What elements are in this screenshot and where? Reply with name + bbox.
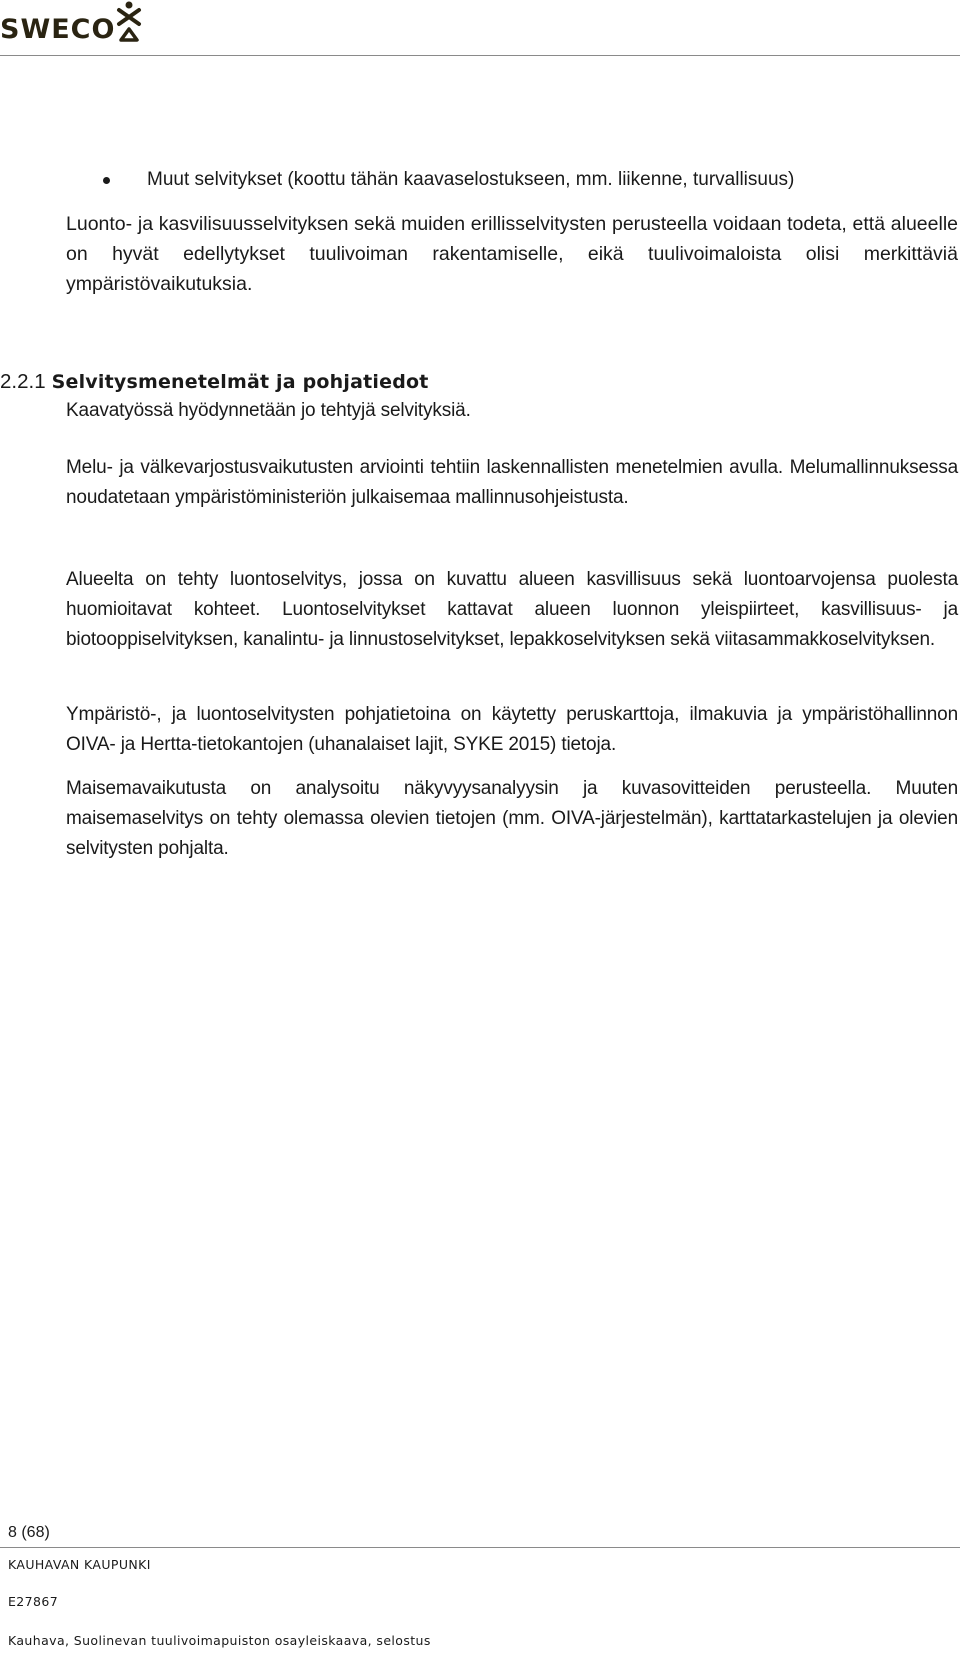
page-number: 8 (68) (8, 1524, 50, 1541)
body-paragraph: Ympäristö-, ja luontoselvitysten pohjatietoina on käytetty peruskarttoja, ilmakuvia ja ympäristöhallinnon OIVA- ja Hertta-tietokantojen (uhanalaiset lajit, SYKE 2015) tietoja. (66, 704, 958, 755)
section-title: Selvitysmenetelmät ja pohjatiedot (51, 371, 429, 393)
section-number: 2.2.1 (0, 370, 46, 393)
body-paragraph: Melu- ja välkevarjostusvaikutusten arviointi tehtiin laskennallisten menetelmien avulla. Melumallinnuksessa noudatetaan ympäristöministeriön julkaisemaa mallinnusohjeistusta. (66, 457, 958, 508)
footer-project-code: E27867 (8, 1594, 59, 1609)
body-paragraph: Alueelta on tehty luontoselvitys, jossa on kuvattu alueen kasvillisuus sekä luontoarvojensa puolesta huomioitavat kohteet. Luontoselvitykset kattavat alueen luonnon yleispiirteet, kasvillisuus- ja biotooppiselvityksen, kanalintu- ja linnustoselvitykset, lepakkoselvityksen sekä viitasammakkoselvityksen. (66, 569, 958, 650)
intro-paragraph: Luonto- ja kasvilisuusselvityksen sekä muiden erillisselvitysten perusteella voidaan todeta, että alueelle on hyvät edellytykset tuulivoiman rakentamiselle, eikä tuulivoimaloista olisi merkittäviä ympäristövaikutuksia. (66, 213, 958, 295)
footer-document-title: Kauhava, Suolinevan tuulivoimapuiston osayleiskaava, selostus (8, 1633, 431, 1648)
footer-client: KAUHAVAN KAUPUNKI (8, 1557, 151, 1572)
page-header (0, 0, 960, 60)
sweco-logo-text: SWECO (0, 14, 116, 45)
footer-divider (0, 1547, 960, 1548)
sweco-figure-icon (116, 0, 142, 44)
header-divider (0, 55, 960, 56)
body-paragraph: Kaavatyössä hyödynnetään jo tehtyjä selvityksiä. (66, 400, 471, 421)
bullet-text: Muut selvitykset (koottu tähän kaavaselostukseen, mm. liikenne, turvallisuus) (147, 169, 795, 190)
body-paragraph: Maisemavaikutusta on analysoitu näkyvyysanalyysin ja kuvasovitteiden perusteella. Muuten maisemaselvitys on tehty olemassa olevien tietojen (mm. OIVA-järjestelmän), karttatarkastelujen ja olevien selvitysten pohjalta. (66, 778, 958, 859)
bullet-icon (103, 177, 110, 184)
section-heading (0, 367, 429, 397)
